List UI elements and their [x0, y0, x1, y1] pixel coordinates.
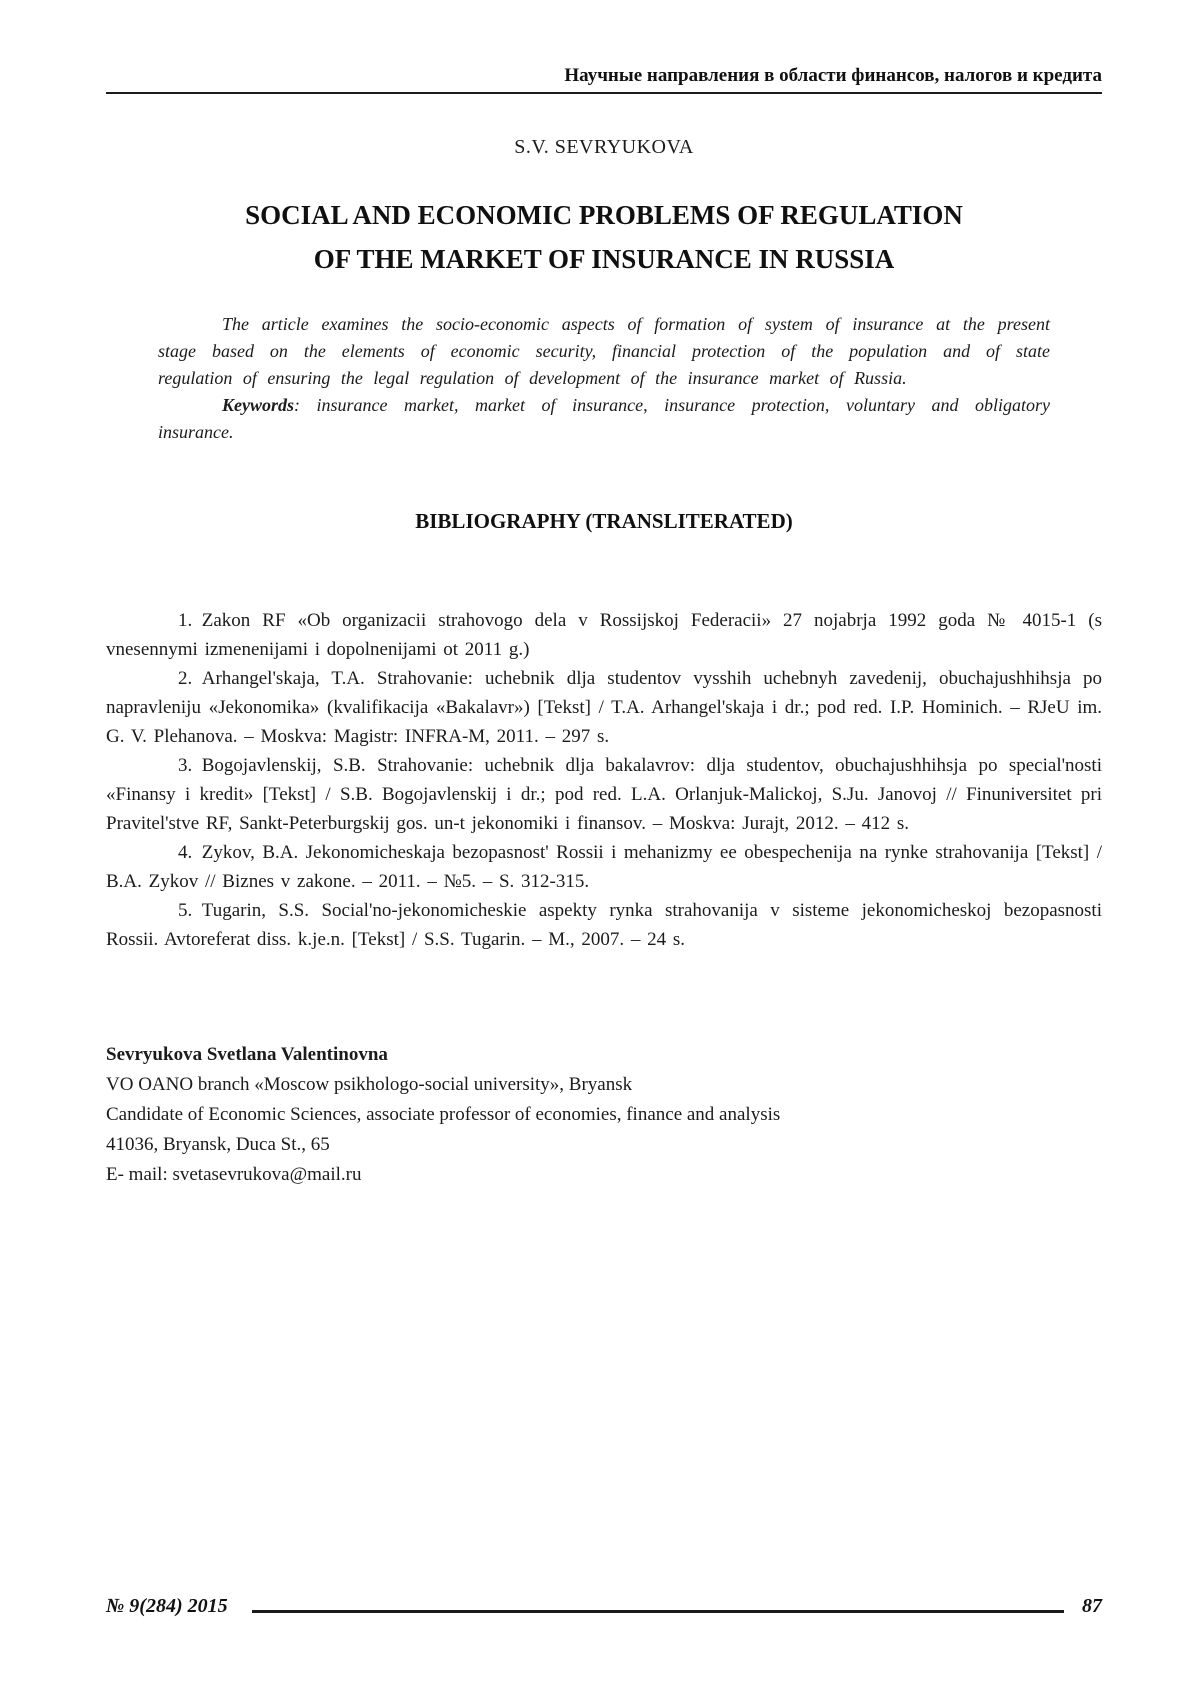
author-info-block: [106, 1040, 1102, 1190]
author-info-name: Sevryukova Svetlana Valentinovna: [106, 1044, 388, 1065]
keywords-label: Keywords: [222, 395, 294, 415]
author-info-address: 41036, Bryansk, Duca St., 65: [106, 1134, 330, 1155]
article-title-line-1: SOCIAL AND ECONOMIC PROBLEMS OF REGULATION: [245, 200, 963, 230]
article-title-line-2: OF THE MARKET OF INSURANCE IN RUSSIA: [313, 244, 895, 274]
keywords-paragraph: [158, 392, 1050, 446]
bibliography-list: [106, 606, 1102, 954]
author-info-email: E- mail: svetasevrukova@mail.ru: [106, 1164, 362, 1185]
footer-rule: [252, 1610, 1064, 1613]
author-name-heading: S.V. SEVRYUKOVA: [514, 136, 694, 158]
author-info-affiliation: VO OANO branch «Moscow psikhologo-social university», Bryansk: [106, 1074, 633, 1095]
bibliography-item-1: 1. Zakon RF «Ob organizacii strahovogo dela v Rossijskoj Federacii» 27 nojabrja 1992 goda № 4015-1 (s vnesennymi izmenenijami i dopolnenijami ot 2011 g.): [106, 610, 1102, 660]
bibliography-item-2: 2. Arhangel'skaja, T.A. Strahovanie: uchebnik dlja studentov vysshih uchebnyh zavedenij, obuchajushhihsja po napravleniju «Jekonomika» (kvalifikacija «Bakalavr») [Tekst] / T.A. Arhangel'skaja i dr.; pod red. I.P. Hominich. – RJeU im. G. V. Plehanova. – Moskva: Magistr: INFRA-M, 2011. – 297 s.: [106, 668, 1102, 747]
footer-issue-label: № 9(284) 2015: [106, 1595, 228, 1617]
bibliography-item-5: 5. Tugarin, S.S. Social'no-jekonomicheskie aspekty rynka strahovanija v sisteme jekonomicheskoj bezopasnosti Rossii. Avtoreferat diss. k.je.n. [Tekst] / S.S. Tugarin. – M., 2007. – 24 s.: [106, 900, 1102, 950]
abstract-section: [106, 311, 1102, 446]
bibliography-item-3: 3. Bogojavlenskij, S.B. Strahovanie: uchebnik dlja bakalavrov: dlja studentov, obuchajushhihsja po special'nosti «Finansy i kredit» [Tekst] / S.B. Bogojavlenskij i dr.; pod red. L.A. Orlanjuk-Malickoj, S.Ju. Janovoj // Finuniversitet pri Pravitel'stve RF, Sankt-Peterburgskij gos. un-t jekonomiki i finansov. – Moskva: Jurajt, 2012. – 412 s.: [106, 755, 1102, 834]
author-info-position: Candidate of Economic Sciences, associate professor of economies, finance and analysis: [106, 1104, 781, 1125]
bibliography-item-4: 4. Zykov, B.A. Jekonomicheskaja bezopasnost' Rossii i mehanizmy ee obespechenija na rynke strahovanija [Tekst] / B.A. Zykov // Biznes v zakone. – 2011. – №5. – S. 312-315.: [106, 842, 1102, 892]
bibliography-heading: BIBLIOGRAPHY (TRANSLITERATED): [415, 509, 793, 533]
article-title: [106, 193, 1102, 281]
page-footer: [106, 1595, 1102, 1618]
keywords-text: : insurance market, market of insurance, insurance protection, voluntary and obligatory insurance.: [158, 395, 1050, 442]
footer-page-number: 87: [1082, 1595, 1102, 1617]
abstract-paragraph: The article examines the socio-economic aspects of formation of system of insurance at the present stage based on the elements of economic security, financial protection of the population and of state regulation of ensuring the legal regulation of development of the insurance market of Russia.: [158, 314, 1050, 388]
running-header: Научные направления в области финансов, налогов и кредита: [106, 0, 1102, 94]
